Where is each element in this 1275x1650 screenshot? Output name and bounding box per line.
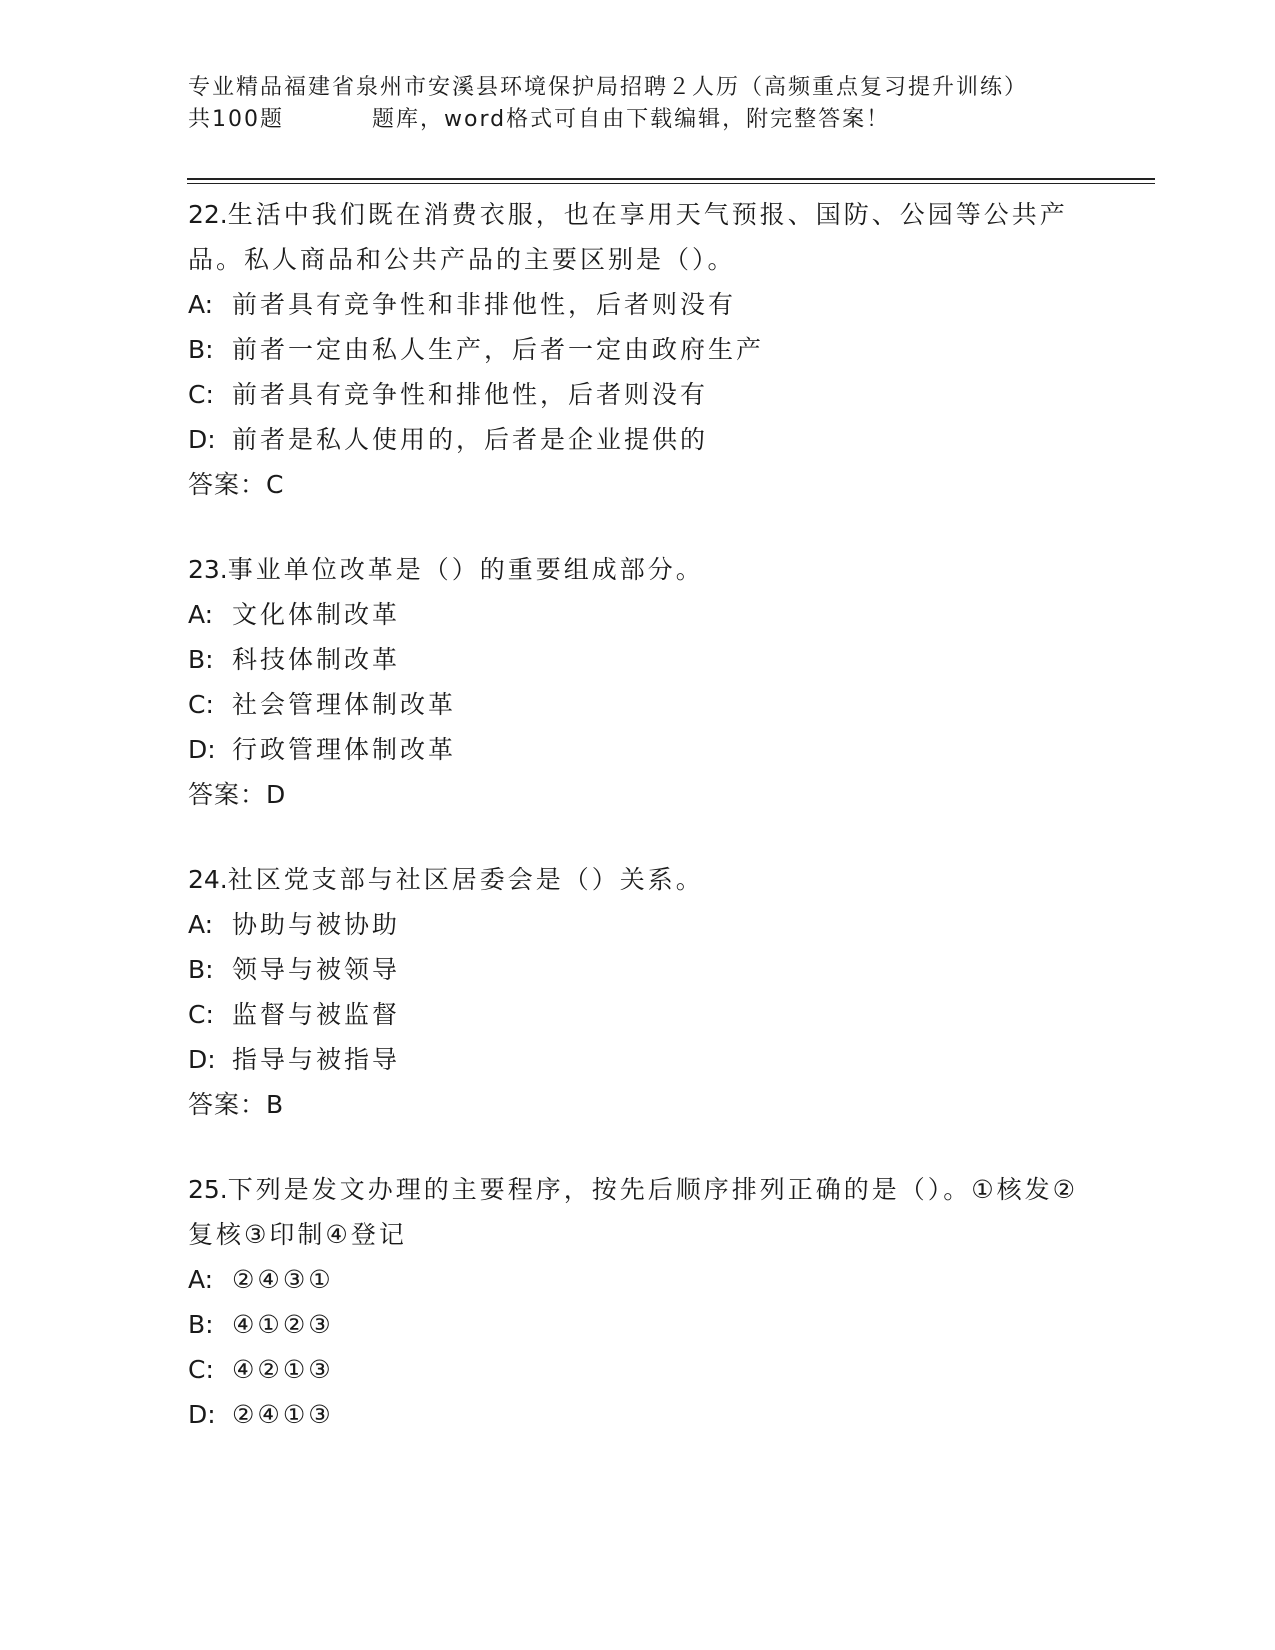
option-text: 监督与被监督: [232, 1000, 401, 1029]
option-b: [188, 637, 1088, 682]
option-d: [188, 1037, 1088, 1082]
question-text: 社区党支部与社区居委会是（）关系。: [227, 865, 704, 894]
option-key: B:: [188, 955, 214, 984]
document-header: [188, 72, 1088, 136]
question-number: 23.: [188, 555, 228, 584]
answer-line: 答案：C: [188, 470, 285, 499]
option-key: B:: [188, 645, 214, 674]
option-text: ④②①③: [232, 1355, 334, 1384]
option-a: [188, 902, 1088, 947]
question-item: [188, 1167, 1088, 1437]
option-key: C:: [188, 380, 214, 409]
option-b: [188, 1302, 1088, 1347]
question-item: [188, 192, 1088, 507]
question-number: 24.: [188, 865, 228, 894]
option-text: 文化体制改革: [232, 600, 401, 629]
question-stem: [188, 547, 1088, 592]
option-text: 前者是私人使用的，后者是企业提供的: [232, 425, 709, 454]
option-d: [188, 1392, 1088, 1437]
option-text: 科技体制改革: [232, 645, 401, 674]
option-key: A:: [188, 600, 214, 629]
option-key: A:: [188, 910, 214, 939]
option-a: [188, 592, 1088, 637]
option-text: 协助与被协助: [232, 910, 401, 939]
header-divider-thick: [187, 178, 1155, 180]
option-key: B:: [188, 335, 214, 364]
question-stem: [188, 1167, 1088, 1257]
option-text: 前者一定由私人生产，后者一定由政府生产: [232, 335, 765, 364]
question-text: 事业单位改革是（）的重要组成部分。: [227, 555, 704, 584]
header-subtitle: [188, 104, 1088, 136]
option-d: [188, 417, 1088, 462]
option-text: ④①②③: [232, 1310, 334, 1339]
option-c: [188, 682, 1088, 727]
option-key: D:: [188, 1045, 216, 1074]
question-number: 22.: [188, 200, 228, 229]
header-question-count: 共100题: [188, 107, 284, 132]
question-stem: [188, 857, 1088, 902]
option-key: D:: [188, 735, 216, 764]
option-text: 前者具有竞争性和排他性，后者则没有: [232, 380, 709, 409]
header-divider-thin: [187, 183, 1155, 184]
option-key: A:: [188, 1265, 214, 1294]
question-item: [188, 547, 1088, 817]
header-description: 题库，word格式可自由下载编辑，附完整答案！: [372, 107, 891, 132]
question-item: [188, 857, 1088, 1127]
option-d: [188, 727, 1088, 772]
question-stem: [188, 192, 1088, 282]
option-b: [188, 947, 1088, 992]
option-text: ②④③①: [232, 1265, 334, 1294]
option-a: [188, 1257, 1088, 1302]
question-text: 下列是发文办理的主要程序，按先后顺序排列正确的是（）。①核发②复核③印制④登记: [188, 1175, 1079, 1249]
answer-line: 答案：B: [188, 1090, 285, 1119]
option-text: ②④①③: [232, 1400, 334, 1429]
option-key: D:: [188, 1400, 216, 1429]
option-c: [188, 992, 1088, 1037]
option-key: A:: [188, 290, 214, 319]
question-number: 25.: [188, 1175, 228, 1204]
option-c: [188, 372, 1088, 417]
option-c: [188, 1347, 1088, 1392]
option-key: C:: [188, 690, 214, 719]
question-text: 生活中我们既在消费衣服，也在享用天气预报、国防、公园等公共产品。私人商品和公共产品的主要区别是（）。: [188, 200, 1068, 274]
option-key: B:: [188, 1310, 214, 1339]
option-a: [188, 282, 1088, 327]
option-text: 领导与被领导: [232, 955, 401, 984]
question-list: [188, 192, 1088, 1477]
option-text: 社会管理体制改革: [232, 690, 457, 719]
option-key: C:: [188, 1000, 214, 1029]
answer-line: 答案：D: [188, 780, 287, 809]
option-text: 前者具有竞争性和非排他性，后者则没有: [232, 290, 737, 319]
option-text: 行政管理体制改革: [232, 735, 457, 764]
option-key: C:: [188, 1355, 214, 1384]
option-key: D:: [188, 425, 216, 454]
option-text: 指导与被指导: [232, 1045, 401, 1074]
header-title: 专业精品福建省泉州市安溪县环境保护局招聘２人历（高频重点复习提升训练）: [188, 75, 1029, 100]
option-b: [188, 327, 1088, 372]
